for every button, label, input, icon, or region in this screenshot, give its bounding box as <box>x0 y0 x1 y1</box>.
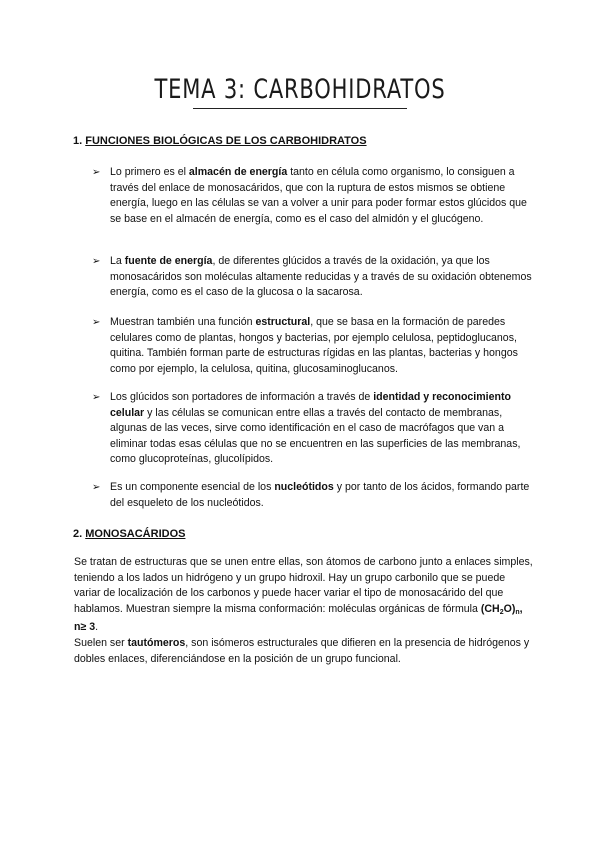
paragraph-text: Suelen ser <box>74 636 128 649</box>
formula: $(CH_2O)_n$, n≥ 3 <box>74 602 523 634</box>
tautomeros-bold: tautómeros <box>127 636 186 649</box>
arrow-bullet-icon: ➢ <box>92 317 101 328</box>
bullet-text: Muestran también una función <box>110 316 256 328</box>
section-1-number: 1. <box>73 135 86 147</box>
section-2-title: MONOSACÁRIDOS <box>85 528 186 540</box>
arrow-bullet-icon: ➢ <box>92 482 101 493</box>
bullet-text: La <box>110 255 125 267</box>
bullet-bold: identidad y reconocimiento celular <box>110 391 511 419</box>
section-1-title: FUNCIONES BIOLÓGICAS DE LOS CARBOHIDRATOS <box>85 135 367 147</box>
arrow-bullet-icon: ➢ <box>92 256 101 267</box>
bullet-item <box>94 165 534 245</box>
bullet-text: tanto en célula como organismo, lo consiguen a través del enlace de monosacáridos, que con la ruptura de estos mismos se obtiene energía, luego en las células se van a volver a unir para poder formar estos glúcidos que se base en el almacén de energía, como es el caso del almidón y el glucógeno. <box>110 166 527 225</box>
bullet-text: Lo primero es el <box>110 166 189 178</box>
arrow-bullet-icon: ➢ <box>92 167 101 178</box>
page-title: TEMA 3: CARBOHIDRATOS <box>154 74 446 105</box>
section-2-heading <box>73 528 185 540</box>
paragraph-text: , son isómeros estructurales que difieren en la presencia de hidrógenos y dobles enlaces, diferenciándose en la posición de un grupo funcional. <box>74 636 530 665</box>
bullet-bold: fuente de energía <box>124 255 213 267</box>
bullet-text: Los glúcidos son portadores de información a través de <box>110 391 374 403</box>
bullet-bold: almacén de energía <box>188 166 288 178</box>
bullet-item <box>94 390 534 470</box>
title-underline <box>193 108 407 109</box>
bullet-text: y las células se comunican entre ellas a través del contacto de membranas, algunas de las veces, sirve como identificación en el caso de macrófagos que van a eliminar todas esas células que no se encuentren en las superficies de las membranas, como glucoproteínas, glucolípidos. <box>110 406 521 466</box>
monosaccharides-paragraph: Se tratan de estructuras que se unen entre ellas, son átomos de carbono junto a enlaces simples, teniendo a los lados un hidrógeno y un grupo hidroxil. Hay un grupo carbonilo que se puede variar de localización de los carbonos y puede hacer variar el tipo de monosacárido del que hablamos. Muestran siempre la misma conformación: moléculas orgánicas de fórmula $(CH_2O)_n$, n≥ 3. Suelen ser tautómeros, son isómeros estructurales que difieren en la presencia de hidrógenos y dobles enlaces, diferenciándose en la posición de un grupo funcional. <box>74 556 533 665</box>
paragraph-text: Se tratan de estructuras que se unen entre ellas, son átomos de carbono junto a enlaces simples, teniendo a los lados un hidrógeno y un grupo hidroxil. Hay un grupo carbonilo que se puede variar de localización de los carbonos y puede hacer variar el tipo de monosacárido del que hablamos. Muestran siempre la misma conformación: moléculas orgánicas de fórmula <box>74 556 533 615</box>
bullet-bold: nucleótidos <box>274 481 334 493</box>
bullet-item <box>94 480 534 515</box>
bullet-text: Es un componente esencial de los <box>110 481 275 493</box>
bullet-text: , de diferentes glúcidos a través de la oxidación, ya que los monosacáridos son moléculas altamente reducidas y a través de su oxidación obtenemos energía, como es el caso de la glucosa o la sacarosa. <box>110 255 532 299</box>
bullet-text: , que se basa en la formación de paredes celulares como de plantas, hongos y bacterias, por ejemplo celulosa, peptidoglucanos, quitina. También forman parte de estructuras rígidas en las plantas, bacterias y hongos como por ejemplo, la celulosa, quitina, glucosaminoglucanos. <box>110 316 518 375</box>
bullet-text: y por tanto de los ácidos, formando parte del esqueleto de los nucleótidos. <box>110 481 530 509</box>
bullet-item <box>94 254 534 304</box>
bullet-bold: estructural <box>255 316 311 328</box>
section-1-heading <box>73 135 367 147</box>
arrow-bullet-icon: ➢ <box>92 392 101 403</box>
section-2-number: 2. <box>73 528 86 540</box>
bullet-item <box>94 315 534 380</box>
